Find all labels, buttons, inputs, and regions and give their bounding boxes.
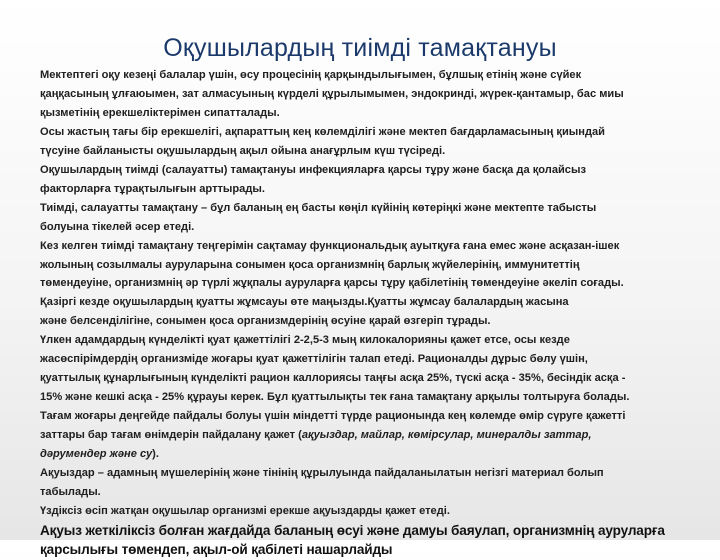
text-line: Осы жастың тағы бір ерекшелігі, ақпараттың кең көлемділігі және мектеп бағдарламасының қиындай [40,125,605,138]
slide-title: Оқушылардың тиімді тамақтануы [163,34,557,62]
text-line-vitamins [40,445,690,464]
text-line: Мектептегі оқу кезеңі балалар үшін, өсу процесінің қарқындылығымен, бұлшық етінің және сүйек [40,69,582,81]
text-line: түсуіне байланысты оқушылардың ақыл ойына анағұрлым күш түсіреді. [40,144,446,157]
text-line: Үздіксіз өсіп жатқан оқушылар организмі ерекше ақуыздарды қажет етеді. [40,504,450,517]
text-line: қызметінің ерекшеліктерімен сипатталады. [40,106,280,119]
text-line: төмендеуіне, организмнің әр түрлі жұқпалы ауруларға қарсы тұру қабілетінің төмендеуіне әкеліп соғады. [40,277,624,290]
emphasis-line: қарсылығы төмендеп, ақыл-ой қабілеті нашарлайды [40,542,393,558]
text-line: жолының созылмалы ауруларына сонымен қоса организмнің барлық жүйелерінің, иммунитеттің [40,258,580,271]
text-line: болуына тікелей әсер етеді. [40,220,195,233]
foods-list-italic: ақуыздар, майлар, көмірсулар, минералды заттар, [301,429,592,442]
text-line: Кез келген тиімді тамақтану теңгерімін сақтамау функциональдық ауытқуға ғана емес және асқазан-ішек [40,239,620,252]
emphasis-line: Ақуыз жеткіліксіз болған жағдайда баланың өсуі және дамуы баяулап, организмнің ауруларға [40,522,665,538]
text-line: факторларға тұрақтылығын арттырады. [40,182,265,195]
slide-body [40,66,690,560]
text-line: және белсенділігіне, сонымен қоса организмдерінің өсуіне қарай өзгеріп тұрады. [40,315,491,328]
text-line: Үлкен адамдардың күнделікті қуат қажеттілігі 2-2,5-3 мың килокалорияны қажет етсе, осы кезде [40,334,570,347]
text-line: Қазіргі кезде оқушылардың қуатты жұмсауы өте маңызды.Қуатты жұмсау балалардың жасына [40,296,569,309]
text-line: Тиімді, салауатты тамақтану – бұл баланың ең басты көңіл күйінің көтеріңкі және мектепте табысты [40,201,597,214]
text-line: қуаттылық құнарлығының күнделікті рацион каллориясы таңғы асқа 25%, түскі асқа - 35%, бесіндік асқа - [40,372,626,385]
foods-prefix: заттары бар тағам өнімдерін пайдалану қажет ( [40,429,302,442]
vitamins-suffix: ). [152,448,159,461]
text-line: табылады. [40,485,101,498]
text-line: Оқушылардың тиімді (салауатты) тамақтануы инфекцияларға қарсы тұру және басқа да қолайсыз [40,163,586,176]
vitamins-italic: дәрумендер және су [40,448,153,461]
text-line: 15% және кешкі асқа - 25% құрауы керек. Бұл қуаттылықты тек ғана тамақтану арқылы толтыруға болады. [40,391,630,404]
text-line: Ақуыздар – адамның мүшелерінің және тінінің құрылуында пайдаланылатын негізгі материал болып [40,467,604,480]
text-line: жасөспірімдердің организміде жоғары қуат қажеттілігін талап етеді. Рационалды дұрыс бөлу үшін, [40,353,588,366]
text-line-foods [40,426,690,445]
text-line: қаңқасының ұлғаюымен, зат алмасуының күрделі құрылымымен, эндокринді, жүрек-қантамыр, бас миы [40,87,624,100]
text-line: Тағам жоғары деңгейде пайдалы болуы үшін міндетті түрде рационында кең көлемде өмір сүруге қажетті [40,410,626,423]
